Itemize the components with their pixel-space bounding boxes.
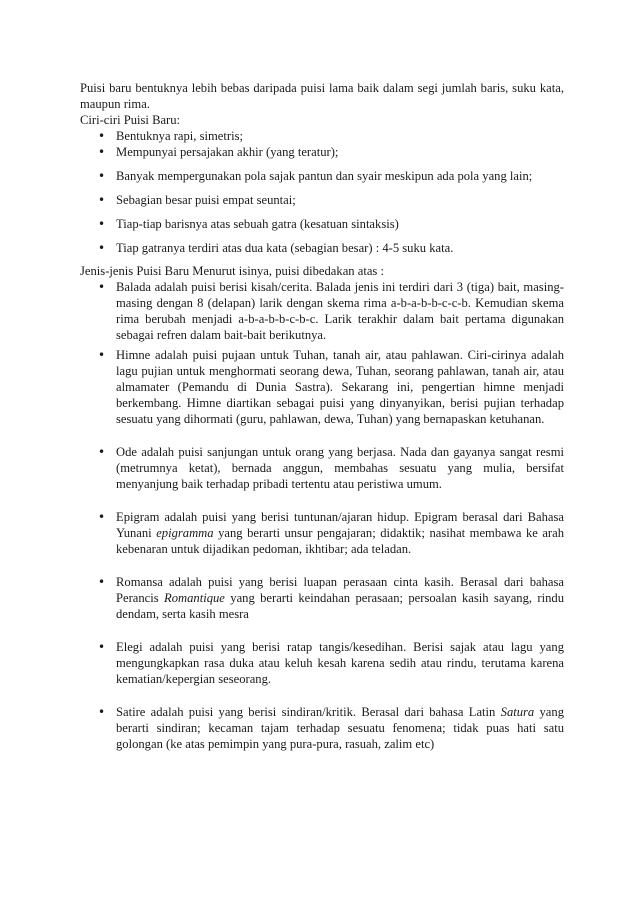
ciri-item: • Bentuknya rapi, simetris; [98, 128, 564, 144]
ciri-list [98, 128, 564, 256]
ciri-heading: Ciri-ciri Puisi Baru: [80, 113, 181, 127]
romansa-term: Romantique [164, 591, 225, 605]
epigram-text-post: yang berarti unsur pengajaran; didaktik; nasihat membawa ke arah kebenaran untuk dijadikan pedoman, ikhtibar; ada teladan. [116, 526, 565, 556]
jenis-item-balada: • Balada adalah puisi berisi kisah/cerita. Balada jenis ini terdiri dari 3 (tiga) bait, masing-masing dengan 8 (delapan) larik dengan skema rima a-b-a-b-b-c-c-b. Kemudian skema rima berubah menjadi a-b-a-b-b-c-b-c. Larik terakhir dalam bait pertama digunakan sebagai refren dalam bait-bait berikutnya. [98, 279, 564, 343]
ciri-item: • Banyak mempergunakan pola sajak pantun dan syair meskipun ada pola yang lain; [98, 168, 564, 184]
jenis-item-himne: • Himne adalah puisi pujaan untuk Tuhan, tanah air, atau pahlawan. Ciri-cirinya adalah lagu pujian untuk menghormati seorang dewa, Tuhan, seorang pahlawan, tanah air, atau almamater (Pemandu di Dunia Sastra). Sekarang ini, pengertian himne menjadi berkembang. Himne diartikan sebagai puisi yang dinyanyikan, berisi pujian terhadap sesuatu yang dihormati (guru, pahlawan, dewa, Tuhan) yang bernapaskan ketuhanan. [98, 347, 564, 427]
epigram-term: epigramma [156, 526, 214, 540]
ciri-item: • Mempunyai persajakan akhir (yang teratur); [98, 144, 564, 160]
romansa-text-post: yang berarti keindahan perasaan; persoalan kasih sayang, rindu dendam, serta kasih mesra [116, 591, 564, 621]
ciri-item: • Sebagian besar puisi empat seuntai; [98, 192, 564, 208]
jenis-item-epigram [98, 509, 564, 557]
intro-paragraph: Puisi baru bentuknya lebih bebas daripada puisi lama baik dalam segi jumlah baris, suku kata, maupun rima. [80, 81, 564, 111]
satire-text-pre: Satire adalah puisi yang berisi sindiran/kritik. Berasal dari bahasa Latin [116, 705, 501, 719]
jenis-item-elegi: • Elegi adalah puisi yang berisi ratap tangis/kesedihan. Berisi sajak atau lagu yang mengungkapkan rasa duka atau keluh kesah karena sedih atau rindu, terutama karena kematian/kepergian seseorang. [98, 639, 564, 687]
jenis-list [98, 279, 564, 752]
romansa-text-pre: Romansa adalah puisi yang berisi luapan perasaan cinta kasih. Berasal dari bahasa Perancis [116, 575, 564, 605]
ciri-item: • Tiap-tiap barisnya atas sebuah gatra (kesatuan sintaksis) [98, 216, 564, 232]
jenis-item-romansa [98, 574, 564, 622]
ciri-item: • Tiap gatranya terdiri atas dua kata (sebagian besar) : 4-5 suku kata. [98, 240, 564, 256]
satire-term: Satura [500, 705, 535, 719]
document-body [80, 80, 564, 752]
jenis-item-ode: • Ode adalah puisi sanjungan untuk orang yang berjasa. Nada dan gayanya sangat resmi (metrumnya ketat), bernada anggun, membahas sesuatu yang mulia, bersifat menyanjung baik terhadap pribadi tertentu atau peristiwa umum. [98, 444, 564, 492]
jenis-heading: Jenis-jenis Puisi Baru Menurut isinya, puisi dibedakan atas : [80, 264, 384, 278]
satire-text-post: yang berarti sindiran; kecaman tajam terhadap sesuatu fenomena; tidak puas hati satu golongan (ke atas pemimpin yang pura-pura, rasuah, zalim etc) [116, 705, 564, 751]
jenis-item-satire [98, 704, 564, 752]
epigram-text-pre: Epigram adalah puisi yang berisi tuntunan/ajaran hidup. Epigram berasal dari Bahasa Yunani [116, 510, 564, 540]
